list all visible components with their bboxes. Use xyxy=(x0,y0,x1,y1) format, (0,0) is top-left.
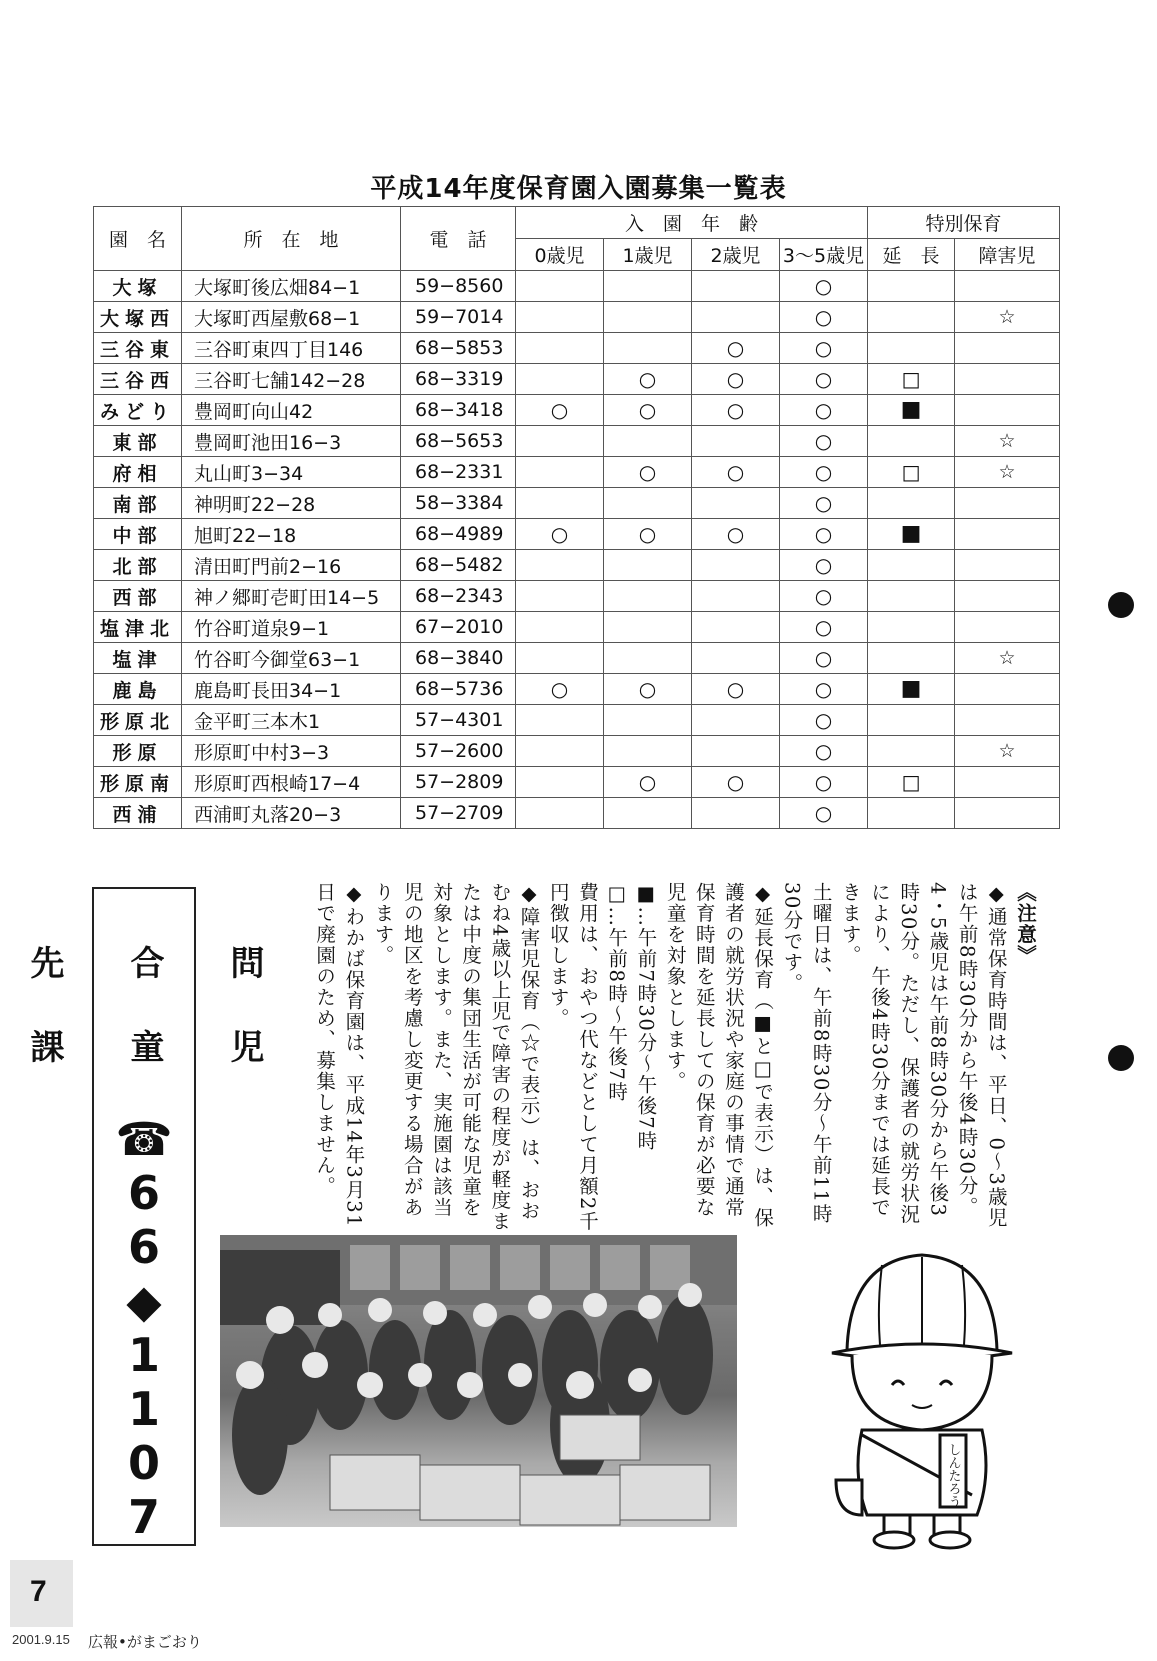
cell-age0 xyxy=(516,736,604,767)
cell-extended xyxy=(868,612,955,643)
cell-age3-5: ○ xyxy=(780,674,868,705)
note-item: ◆障害児保育（☆で表示）は、おおむね4歳以上児で障害の程度が軽度または中度の集団生活が可能な児童を対象とします。また、実施園は該当児の地区を考慮し変更する場合があります。 xyxy=(371,882,541,1232)
cell-extended xyxy=(868,488,955,519)
cell-address: 竹谷町道泉9−1 xyxy=(182,612,401,643)
notes-heading: 《注意》 xyxy=(1014,882,1037,966)
cell-phone: 58−3384 xyxy=(401,488,516,519)
cell-address: 西浦町丸落20−3 xyxy=(182,798,401,829)
table-row xyxy=(94,333,1060,364)
table-row xyxy=(94,643,1060,674)
cell-phone: 68−2331 xyxy=(401,457,516,488)
cell-address: 金平町三本木1 xyxy=(182,705,401,736)
page-title: 平成14年度保育園入園募集一覧表 xyxy=(370,174,787,204)
cell-address: 鹿島町長田34−1 xyxy=(182,674,401,705)
cell-phone: 57−2809 xyxy=(401,767,516,798)
cell-disabled: ☆ xyxy=(955,643,1060,674)
cell-disabled xyxy=(955,705,1060,736)
header-name: 園 名 xyxy=(94,207,182,271)
cell-age0 xyxy=(516,426,604,457)
cell-age1 xyxy=(604,271,692,302)
cell-address: 豊岡町向山42 xyxy=(182,395,401,426)
cell-age3-5: ○ xyxy=(780,581,868,612)
cell-name: 中部 xyxy=(94,519,182,550)
cell-age0 xyxy=(516,364,604,395)
cell-name: 西部 xyxy=(94,581,182,612)
cell-address: 豊岡町池田16−3 xyxy=(182,426,401,457)
cell-extended: □ xyxy=(868,364,955,395)
table-row xyxy=(94,426,1060,457)
cell-name: 形原南 xyxy=(94,767,182,798)
cell-age3-5: ○ xyxy=(780,550,868,581)
cell-name: 大塚西 xyxy=(94,302,182,333)
cell-disabled xyxy=(955,271,1060,302)
cell-address: 大塚町後広畑84−1 xyxy=(182,271,401,302)
cell-age0 xyxy=(516,798,604,829)
note-item: 土曜日は、午前8時30分〜午前11時30分です。 xyxy=(780,882,833,1225)
cell-phone: 68−2343 xyxy=(401,581,516,612)
cell-address: 竹谷町今御堂63−1 xyxy=(182,643,401,674)
table-row xyxy=(94,798,1060,829)
cell-disabled xyxy=(955,581,1060,612)
cell-name: みどり xyxy=(94,395,182,426)
cell-age3-5: ○ xyxy=(780,736,868,767)
table-row xyxy=(94,302,1060,333)
cell-age0 xyxy=(516,271,604,302)
note-item: 費用は、おやつ代などとして月額2千円徴収します。 xyxy=(546,882,599,1232)
mascot-badge: しんたろう xyxy=(945,1443,961,1508)
cell-disabled xyxy=(955,364,1060,395)
cell-age2: ○ xyxy=(692,674,780,705)
cell-age2: ○ xyxy=(692,519,780,550)
cell-disabled: ☆ xyxy=(955,426,1060,457)
cell-extended xyxy=(868,798,955,829)
cell-extended xyxy=(868,736,955,767)
cell-extended xyxy=(868,705,955,736)
cell-age2: ○ xyxy=(692,395,780,426)
cell-age2 xyxy=(692,798,780,829)
cell-disabled xyxy=(955,488,1060,519)
contact-box xyxy=(24,887,264,1546)
header-phone: 電 話 xyxy=(401,207,516,271)
contact-department: 児童課 xyxy=(24,1028,264,1065)
note-item: ◆わかば保育園は、平成14年3月31日で廃園のため、募集しません。 xyxy=(313,882,366,1229)
cell-age3-5: ○ xyxy=(780,612,868,643)
cell-age1: ○ xyxy=(604,457,692,488)
cell-disabled xyxy=(955,333,1060,364)
cell-phone: 68−5853 xyxy=(401,333,516,364)
cell-phone: 68−5482 xyxy=(401,550,516,581)
cell-phone: 68−3319 xyxy=(401,364,516,395)
cell-age2 xyxy=(692,488,780,519)
cell-extended xyxy=(868,333,955,364)
cell-age3-5: ○ xyxy=(780,302,868,333)
cell-age3-5: ○ xyxy=(780,488,868,519)
header-age2: 2歳児 xyxy=(692,239,780,271)
note-item: ■…午前7時30分〜午後7時 xyxy=(634,882,658,1152)
cell-age1: ○ xyxy=(604,519,692,550)
cell-extended xyxy=(868,302,955,333)
binding-hole xyxy=(1108,592,1134,618)
cell-phone: 68−5736 xyxy=(401,674,516,705)
cell-age3-5: ○ xyxy=(780,519,868,550)
cell-extended: ■ xyxy=(868,519,955,550)
cell-name: 塩津 xyxy=(94,643,182,674)
issue-date: 2001.9.15 xyxy=(12,1632,70,1647)
cell-age0 xyxy=(516,457,604,488)
table-row xyxy=(94,674,1060,705)
cell-age3-5: ○ xyxy=(780,767,868,798)
cell-age0 xyxy=(516,643,604,674)
table-row xyxy=(94,612,1060,643)
cell-extended xyxy=(868,550,955,581)
cell-age0: ○ xyxy=(516,395,604,426)
cell-age0 xyxy=(516,550,604,581)
cell-phone: 68−5653 xyxy=(401,426,516,457)
cell-disabled: ☆ xyxy=(955,302,1060,333)
cell-age2 xyxy=(692,612,780,643)
cell-age1: ○ xyxy=(604,674,692,705)
notes-section xyxy=(300,882,1040,1232)
cell-age0 xyxy=(516,302,604,333)
header-extended: 延 長 xyxy=(868,239,955,271)
cell-age3-5: ○ xyxy=(780,426,868,457)
cell-extended xyxy=(868,426,955,457)
cell-age2 xyxy=(692,271,780,302)
cell-age2: ○ xyxy=(692,767,780,798)
cell-disabled xyxy=(955,612,1060,643)
cell-name: 形原 xyxy=(94,736,182,767)
cell-extended xyxy=(868,581,955,612)
header-special-group: 特別保育 xyxy=(868,207,1060,239)
cell-age1 xyxy=(604,798,692,829)
table-row xyxy=(94,519,1060,550)
cell-age0 xyxy=(516,612,604,643)
publication-name: 広報•がまごおり xyxy=(88,1633,202,1651)
cell-phone: 68−3418 xyxy=(401,395,516,426)
nursery-table xyxy=(93,206,1060,829)
cell-phone: 57−4301 xyxy=(401,705,516,736)
cell-age0 xyxy=(516,333,604,364)
contact-label: 問合先 xyxy=(24,945,264,981)
cell-age2: ○ xyxy=(692,457,780,488)
table-row xyxy=(94,488,1060,519)
cell-age3-5: ○ xyxy=(780,705,868,736)
cell-age1 xyxy=(604,581,692,612)
cell-age1 xyxy=(604,736,692,767)
table-row xyxy=(94,395,1060,426)
table-row xyxy=(94,550,1060,581)
cell-phone: 59−7014 xyxy=(401,302,516,333)
cell-address: 大塚町西屋敷68−1 xyxy=(182,302,401,333)
cell-phone: 57−2709 xyxy=(401,798,516,829)
cell-age3-5: ○ xyxy=(780,798,868,829)
cell-phone: 68−4989 xyxy=(401,519,516,550)
contact-phone: ☎66◆1107 xyxy=(117,1112,171,1544)
cell-age1 xyxy=(604,705,692,736)
cell-address: 旭町22−18 xyxy=(182,519,401,550)
cell-address: 清田町門前2−16 xyxy=(182,550,401,581)
cell-age2 xyxy=(692,550,780,581)
cell-name: 大塚 xyxy=(94,271,182,302)
cell-name: 形原北 xyxy=(94,705,182,736)
cell-address: 三谷町東四丁目146 xyxy=(182,333,401,364)
cell-age1 xyxy=(604,643,692,674)
cell-address: 形原町西根崎17−4 xyxy=(182,767,401,798)
header-disabled: 障害児 xyxy=(955,239,1060,271)
cell-age1 xyxy=(604,333,692,364)
cell-name: 東部 xyxy=(94,426,182,457)
cell-age2: ○ xyxy=(692,364,780,395)
cell-address: 神明町22−28 xyxy=(182,488,401,519)
cell-age0 xyxy=(516,767,604,798)
cell-age3-5: ○ xyxy=(780,271,868,302)
cell-name: 三谷東 xyxy=(94,333,182,364)
header-address: 所 在 地 xyxy=(182,207,401,271)
page-number: 7 xyxy=(30,1575,47,1608)
cell-address: 形原町中村3−3 xyxy=(182,736,401,767)
cell-disabled xyxy=(955,395,1060,426)
cell-extended: □ xyxy=(868,767,955,798)
cell-age1: ○ xyxy=(604,395,692,426)
table-row xyxy=(94,767,1060,798)
header-age3-5: 3〜5歳児 xyxy=(780,239,868,271)
cell-age1 xyxy=(604,488,692,519)
cell-name: 西浦 xyxy=(94,798,182,829)
note-item: ◆延長保育（■と□で表示）は、保護者の就労状況や家庭の事情で通常保育時間を延長しての保育が必要な児童を対象とします。 xyxy=(663,882,775,1229)
cell-address: 三谷町七舗142−28 xyxy=(182,364,401,395)
cell-disabled xyxy=(955,767,1060,798)
table-row xyxy=(94,705,1060,736)
cell-age3-5: ○ xyxy=(780,643,868,674)
cell-disabled xyxy=(955,519,1060,550)
cell-age1 xyxy=(604,550,692,581)
note-item: 4・5歳児は午前8時30分から午後3時30分。ただし、保護者の就労状況により、午後4時30分までは延長できます。 xyxy=(838,882,950,1225)
cell-name: 南部 xyxy=(94,488,182,519)
note-item: ◆通常保育時間は、平日、0〜3歳児は午前8時30分から午後4時30分。 xyxy=(955,882,1008,1229)
table-row xyxy=(94,364,1060,395)
cell-name: 三谷西 xyxy=(94,364,182,395)
cell-disabled xyxy=(955,798,1060,829)
cell-disabled: ☆ xyxy=(955,736,1060,767)
cell-phone: 68−3840 xyxy=(401,643,516,674)
cell-age1 xyxy=(604,612,692,643)
cell-phone: 67−2010 xyxy=(401,612,516,643)
cell-age1: ○ xyxy=(604,364,692,395)
cell-age3-5: ○ xyxy=(780,333,868,364)
header-age0: 0歳児 xyxy=(516,239,604,271)
cell-extended: ■ xyxy=(868,674,955,705)
cell-address: 丸山町3−34 xyxy=(182,457,401,488)
cell-age0: ○ xyxy=(516,519,604,550)
cell-phone: 57−2600 xyxy=(401,736,516,767)
cell-name: 塩津北 xyxy=(94,612,182,643)
table-row xyxy=(94,581,1060,612)
cell-age3-5: ○ xyxy=(780,457,868,488)
cell-disabled xyxy=(955,674,1060,705)
header-age1: 1歳児 xyxy=(604,239,692,271)
cell-extended: ■ xyxy=(868,395,955,426)
cell-age1: ○ xyxy=(604,767,692,798)
cell-disabled xyxy=(955,550,1060,581)
mascot-illustration xyxy=(822,1245,1022,1550)
cell-age2: ○ xyxy=(692,333,780,364)
cell-extended xyxy=(868,643,955,674)
children-photo xyxy=(220,1235,737,1527)
cell-name: 鹿島 xyxy=(94,674,182,705)
cell-age0 xyxy=(516,488,604,519)
cell-age3-5: ○ xyxy=(780,395,868,426)
cell-age2 xyxy=(692,302,780,333)
table-row xyxy=(94,457,1060,488)
cell-age2 xyxy=(692,736,780,767)
cell-extended xyxy=(868,271,955,302)
table-row xyxy=(94,736,1060,767)
table-row xyxy=(94,271,1060,302)
cell-name: 府相 xyxy=(94,457,182,488)
cell-age2 xyxy=(692,426,780,457)
cell-extended: □ xyxy=(868,457,955,488)
cell-age2 xyxy=(692,643,780,674)
cell-age2 xyxy=(692,705,780,736)
cell-age3-5: ○ xyxy=(780,364,868,395)
header-age-group: 入 園 年 齢 xyxy=(516,207,868,239)
note-item: □…午前8時〜午後7時 xyxy=(605,882,629,1103)
cell-phone: 59−8560 xyxy=(401,271,516,302)
cell-address: 神ノ郷町壱町田14−5 xyxy=(182,581,401,612)
cell-age1 xyxy=(604,426,692,457)
cell-disabled: ☆ xyxy=(955,457,1060,488)
cell-name: 北部 xyxy=(94,550,182,581)
cell-age0 xyxy=(516,581,604,612)
cell-age0 xyxy=(516,705,604,736)
cell-age0: ○ xyxy=(516,674,604,705)
binding-hole xyxy=(1108,1045,1134,1071)
cell-age2 xyxy=(692,581,780,612)
cell-age1 xyxy=(604,302,692,333)
